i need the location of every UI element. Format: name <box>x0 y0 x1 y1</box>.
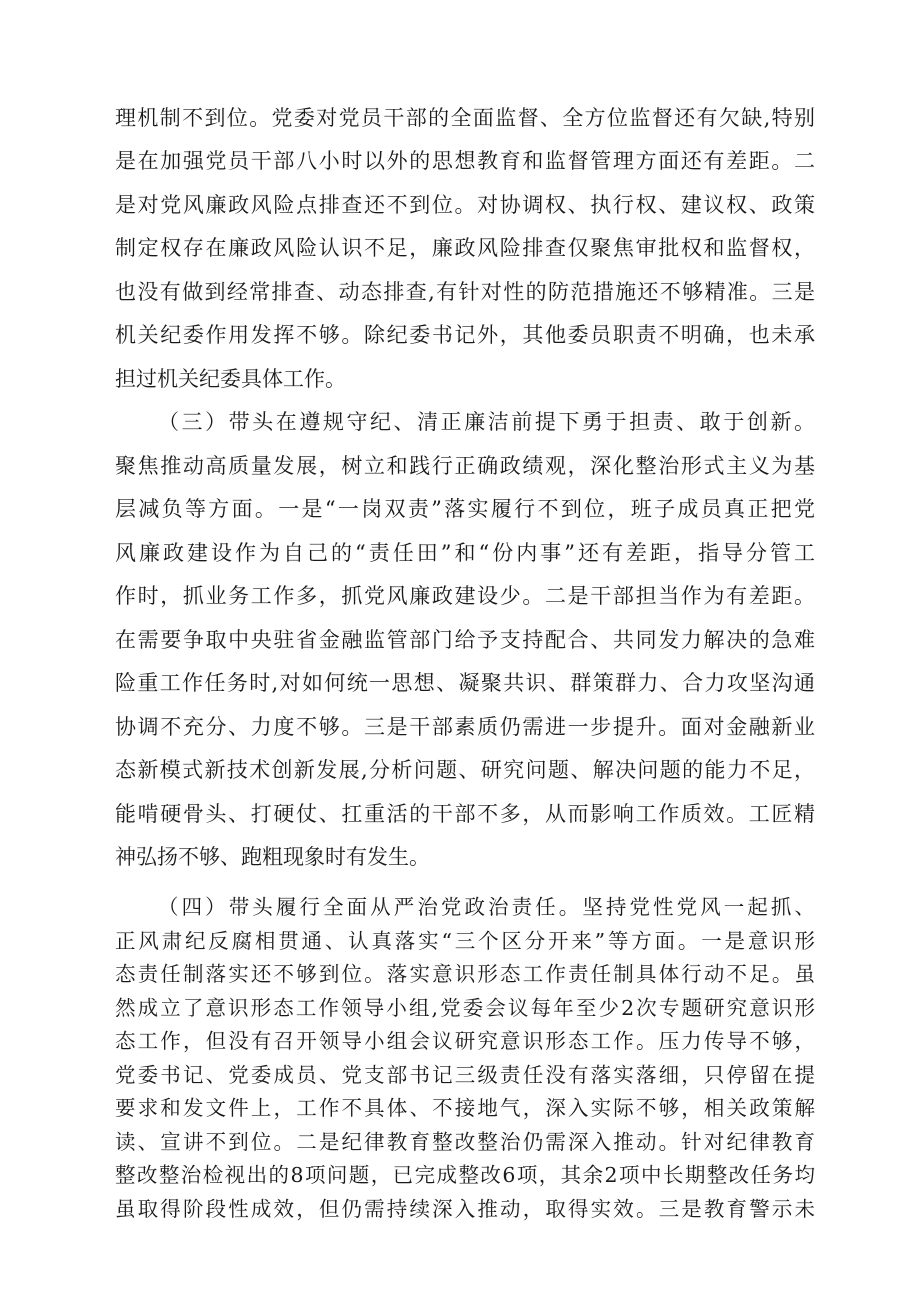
text-line: 读、宣讲不到位。二是纪律教育整改整治仍需深入推动。针对纪律教育 <box>115 1130 815 1154</box>
section-heading-4: （四）带头履行全面从严治党政治责任。坚持党性党风一起抓、 <box>158 895 815 919</box>
section-heading-3: （三）带头在遵规守纪、清正廉洁前提下勇于担责、敢于创新。 <box>158 410 815 434</box>
text-line: 虽取得阶段性成效，但仍需持续深入推动，取得实效。三是教育警示未 <box>115 1197 815 1221</box>
text-line: 担过机关纪委具体工作。 <box>115 367 346 391</box>
text-line: 在需要争取中央驻省金融监管部门给予支持配合、共同发力解决的急难 <box>115 628 815 652</box>
text-line: 要求和发文件上，工作不具体、不接地气，深入实际不够，相关政策解 <box>115 1096 815 1120</box>
text-line: 能啃硬骨头、打硬仗、扛重活的干部不多，从而影响工作质效。工匠精 <box>115 802 815 826</box>
text-line: 制定权存在廉政风险认识不足，廉政风险排查仅聚焦审批权和监督权， <box>115 236 815 260</box>
text-line: 态责任制落实还不够到位。落实意识形态工作责任制具体行动不足。虽 <box>115 962 815 986</box>
text-line: 作时，抓业务工作多，抓党风廉政建设少。二是干部担当作为有差距。 <box>115 584 815 608</box>
text-line: 协调不充分、力度不够。三是干部素质仍需进一步提升。面对金融新业 <box>115 715 815 739</box>
text-line: 态新模式新技术创新发展,分析问题、研究问题、解决问题的能力不足， <box>115 758 815 782</box>
text-line: 聚焦推动高质量发展，树立和践行正确政绩观，深化整治形式主义为基 <box>115 454 815 478</box>
text-line: 险重工作任务时,对如何统一思想、凝聚共识、群策群力、合力攻坚沟通 <box>115 671 815 695</box>
text-line: 层减负等方面。一是“一岗双责”落实履行不到位，班子成员真正把党 <box>115 497 815 521</box>
text-line: 神弘扬不够、跑粗现象时有发生。 <box>115 845 430 869</box>
text-line: 党委书记、党委成员、党支部书记三级责任没有落实落细，只停留在提 <box>115 1063 815 1087</box>
text-line: 是在加强党员干部八小时以外的思想教育和监督管理方面还有差距。二 <box>115 149 815 173</box>
text-line: 正风肃纪反腐相贯通、认真落实“三个区分开来”等方面。一是意识形 <box>115 929 815 953</box>
text-line: 机关纪委作用发挥不够。除纪委书记外，其他委员职责不明确，也未承 <box>115 323 815 347</box>
text-line: 然成立了意识形态工作领导小组,党委会议每年至少2次专题研究意识形 <box>115 996 815 1020</box>
text-line: 理机制不到位。党委对党员干部的全面监督、全方位监督还有欠缺,特别 <box>115 106 815 130</box>
text-line: 整改整治检视出的8项问题，已完成整改6项，其余2项中长期整改任务均 <box>115 1163 815 1187</box>
text-line: 是对党风廉政风险点排查还不到位。对协调权、执行权、建议权、政策 <box>115 193 815 217</box>
text-line: 态工作，但没有召开领导小组会议研究意识形态工作。压力传导不够， <box>115 1029 815 1053</box>
text-line: 也没有做到经常排查、动态排查,有针对性的防范措施还不够精准。三是 <box>115 280 815 304</box>
text-line: 风廉政建设作为自己的“责任田”和“份内事”还有差距，指导分管工 <box>115 541 815 565</box>
